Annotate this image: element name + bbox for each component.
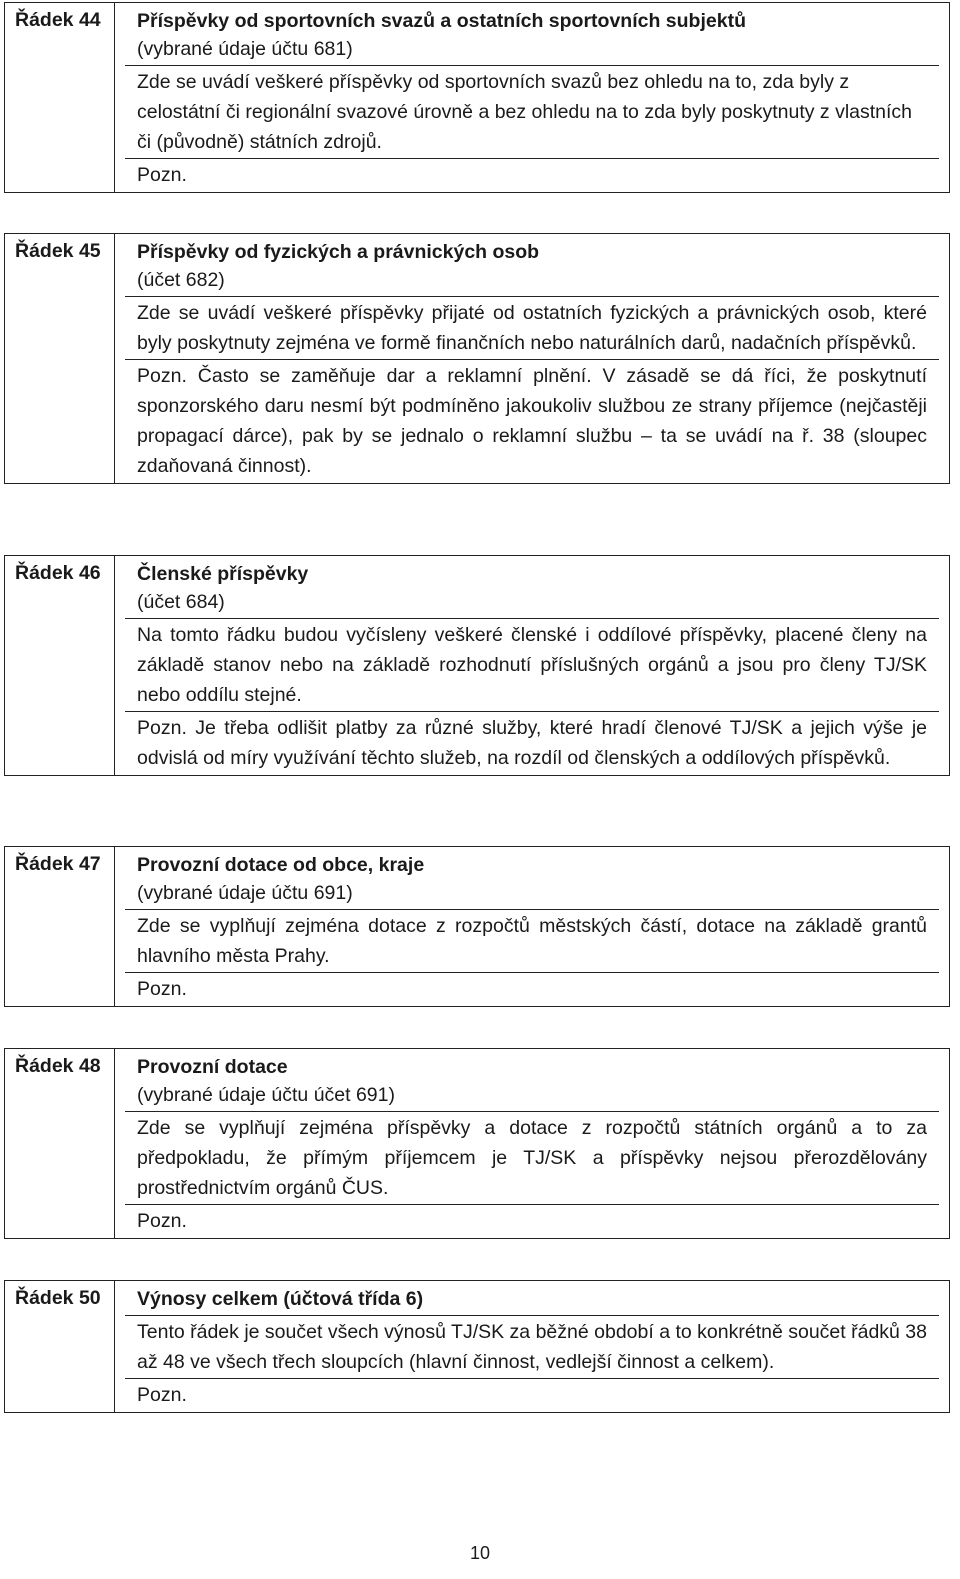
row-subtitle: (vybrané údaje účtu 691) xyxy=(137,882,353,904)
row-label: Řádek 46 xyxy=(5,556,115,776)
row-description: Zde se vyplňují zejména příspěvky a dotace z rozpočtů státních orgánů a to za předpokladu, že přímým příjemcem je TJ/SK a příspěvky nejsou přerozdělovány prostřednictvím orgánů ČUS. xyxy=(125,1112,939,1205)
row-title: Příspěvky od sportovních svazů a ostatních sportovních subjektů xyxy=(137,10,746,32)
row-title: Příspěvky od fyzických a právnických osob xyxy=(137,241,540,263)
row-heading xyxy=(125,3,939,66)
note-text: Je třeba odlišit platby za různé služby, které hradí členové TJ/SK a jejich výše je odvislá od míry využívání těchto služeb, na rozdíl od členských a oddílových příspěvků. xyxy=(137,717,927,769)
note-label: Pozn. xyxy=(137,1210,187,1232)
row-content xyxy=(115,1281,950,1413)
row-subtitle: (vybrané údaje účtu účet 691) xyxy=(137,1084,395,1106)
note-label: Pozn. xyxy=(137,365,187,387)
row-title: Členské příspěvky xyxy=(137,563,309,585)
row-44-table xyxy=(4,2,950,193)
row-note xyxy=(125,973,939,1006)
page-number: 10 xyxy=(469,1543,491,1563)
row-label: Řádek 47 xyxy=(5,847,115,1007)
row-title: Provozní dotace od obce, kraje xyxy=(137,854,425,876)
row-description: Zde se vyplňují zejména dotace z rozpočtů městských částí, dotace na základě grantů hlavního města Prahy. xyxy=(125,910,939,973)
row-subtitle: (vybrané údaje účtu 681) xyxy=(137,38,353,60)
row-note xyxy=(125,159,939,192)
row-label: Řádek 45 xyxy=(5,234,115,484)
row-description: Tento řádek je součet všech výnosů TJ/SK za běžné období a to konkrétně součet řádků 38 až 48 ve všech třech sloupcích (hlavní činnost, vedlejší činnost a celkem). xyxy=(125,1316,939,1379)
row-content xyxy=(115,847,950,1007)
row-description: Zde se uvádí veškeré příspěvky přijaté od ostatních fyzických a právnických osob, které byly poskytnuty zejména ve formě finančních nebo naturálních darů, nadačních příspěvků. xyxy=(125,297,939,360)
row-title: Výnosy celkem (účtová třída 6) xyxy=(137,1288,424,1310)
note-label: Pozn. xyxy=(137,1384,187,1406)
row-label: Řádek 48 xyxy=(5,1049,115,1239)
row-46-table xyxy=(4,555,950,776)
row-subtitle: (účet 684) xyxy=(137,591,225,613)
row-50-table xyxy=(4,1280,950,1413)
row-content xyxy=(115,3,950,193)
row-45-table xyxy=(4,233,950,484)
row-note xyxy=(125,712,939,775)
note-label: Pozn. xyxy=(137,978,187,1000)
row-label: Řádek 50 xyxy=(5,1281,115,1413)
row-48-table xyxy=(4,1048,950,1239)
row-heading xyxy=(125,234,939,297)
row-note xyxy=(125,1205,939,1238)
row-note xyxy=(125,1379,939,1412)
row-subtitle: (účet 682) xyxy=(137,269,225,291)
row-note xyxy=(125,360,939,483)
row-heading xyxy=(125,556,939,619)
row-heading xyxy=(125,1281,939,1316)
row-description: Na tomto řádku budou vyčísleny veškeré členské i oddílové příspěvky, placené členy na základě stanov nebo na základě rozhodnutí příslušných orgánů a jsou pro členy TJ/SK nebo oddílu stejné. xyxy=(125,619,939,712)
row-title: Provozní dotace xyxy=(137,1056,288,1078)
row-47-table xyxy=(4,846,950,1007)
row-description: Zde se uvádí veškeré příspěvky od sportovních svazů bez ohledu na to, zda byly z celostátní či regionální svazové úrovně a bez ohledu na to zda byly poskytnuty z vlastních či (původně) státních zdrojů. xyxy=(125,66,939,159)
row-heading xyxy=(125,1049,939,1112)
row-content xyxy=(115,1049,950,1239)
note-label: Pozn. xyxy=(137,717,187,739)
note-text: Často se zaměňuje dar a reklamní plnění. V zásadě se dá říci, že poskytnutí sponzorského daru nesmí být podmíněno jakoukoliv službou ze strany příjemce (nejčastěji propagací dárce), pak by se jednalo o reklamní službu – ta se uvádí na ř. 38 (sloupec zdaňovaná činnost). xyxy=(137,365,927,477)
row-heading xyxy=(125,847,939,910)
note-label: Pozn. xyxy=(137,164,187,186)
row-label: Řádek 44 xyxy=(5,3,115,193)
row-content xyxy=(115,556,950,776)
row-content xyxy=(115,234,950,484)
